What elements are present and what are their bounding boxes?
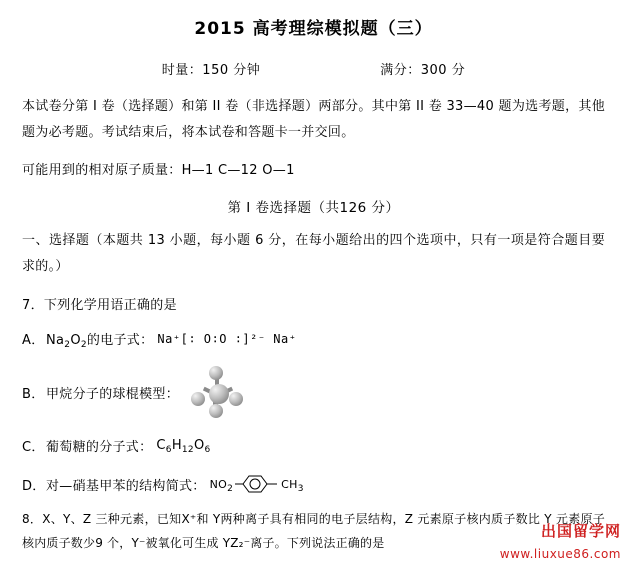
option-c-label: C． bbox=[22, 440, 45, 455]
nitro-group-label: $NO_2$ bbox=[209, 477, 234, 494]
option-a-text: $Na_2O_2$的电子式： bbox=[46, 333, 154, 350]
benzene-ring-svg bbox=[235, 471, 279, 497]
option-a bbox=[22, 329, 627, 348]
question-8-text: X、Y、Z 三种元素，已知X⁺和 Y两种离子具有相同的电子层结构，Z 元素原子核内质子数比 Y 元素原子核内质子数少9 个，Y⁻被氧化可生成 YZ₂⁻离子。下列说法正确的是 bbox=[22, 512, 605, 550]
intro-paragraph-1: 本试卷分第 I 卷（选择题）和第 II 卷（非选择题）两部分。其中第 II 卷 33—40 题为选考题，其他题为必考题。考试结束后，将本试卷和答题卡一并交回。 bbox=[22, 99, 605, 140]
page-title: 2015 高考理综模拟题（三） bbox=[194, 19, 433, 39]
option-d bbox=[22, 471, 627, 497]
benzene-ring-structure-icon bbox=[210, 471, 304, 497]
option-c-formula: $C_6H_{12}O_6$ bbox=[156, 438, 211, 455]
option-b-label: B． bbox=[22, 386, 45, 402]
watermark-brand: 出国留学网 bbox=[540, 522, 621, 540]
option-b bbox=[22, 364, 627, 420]
option-d-text: 对—硝基甲苯的结构简式： bbox=[46, 478, 206, 494]
option-b-text: 甲烷分子的球棍模型： bbox=[46, 386, 180, 402]
question-7-stem: 下列化学用语正确的是 bbox=[43, 298, 177, 313]
document-page bbox=[0, 14, 627, 567]
option-d-label: D． bbox=[22, 478, 46, 494]
methane-ball-and-stick-model-icon bbox=[183, 364, 255, 420]
option-a-label: A． bbox=[22, 333, 45, 348]
exam-meta bbox=[0, 59, 627, 78]
question-8-number: 8． bbox=[22, 512, 43, 526]
option-c bbox=[22, 436, 627, 455]
exam-score: 满分：300 分 bbox=[380, 63, 466, 78]
exam-time: 时量：150 分钟 bbox=[161, 63, 261, 78]
section-heading: 第 I 卷选择题（共126 分） bbox=[227, 200, 400, 216]
option-a-formula: Na⁺[∶ O∶O ∶]²⁻ Na⁺ bbox=[157, 331, 297, 346]
question-7-number: 7． bbox=[22, 298, 44, 313]
watermark-url: www.liuxue86.com bbox=[499, 547, 621, 561]
instruction-paragraph: 一、选择题（本题共 13 小题，每小题 6 分，在每小题给出的四个选项中，只有一项是符合题目要求的。） bbox=[22, 233, 605, 274]
option-c-text: 葡萄糖的分子式： bbox=[46, 440, 153, 455]
intro-paragraph-2: 可能用到的相对原子质量：H—1 C—12 O—1 bbox=[22, 163, 295, 178]
methyl-group-label: $CH_3$ bbox=[281, 477, 304, 494]
question-7 bbox=[22, 294, 627, 313]
